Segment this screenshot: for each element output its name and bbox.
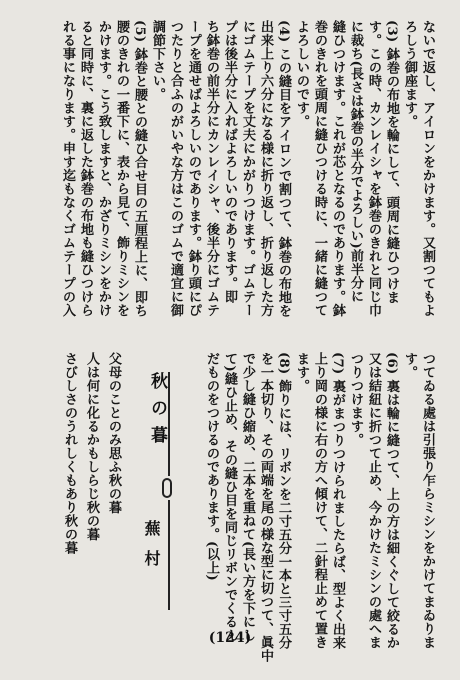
text-column: 又は結紐に折つて止め、今かけたミシンの處へま [366, 352, 381, 649]
text-column: 上り岡の様に右の方へ傾けて、二針程止めて置き [312, 352, 327, 649]
text-column: 腰のきれの一番下に、表から見て、飾りミシンを [114, 20, 129, 317]
text-column: (3) 鉢巻の布地を輪にして、頭周に縫ひつけま [384, 20, 399, 304]
text-column: 縫ひつけます。これが芯となるのであります。鉢 [330, 20, 345, 317]
poem-title: 秋の暮 [147, 372, 167, 453]
text-column: す。この時、カンレイシャを鉢巻のきれと同じ巾 [366, 20, 381, 317]
text-column: だものをつけるのであります。(以上) [204, 352, 219, 582]
text-column: ち鉢巻の前半分にカンレイシャ、後半分にゴムテ [204, 20, 219, 317]
poem-verse: 人は何に化るかもしらじ秋の暮 [84, 352, 99, 541]
text-column: つてゐる處は引張り乍らミシンをかけてまゐりま [420, 352, 435, 649]
text-column: (5) 鉢巻と腰との縫ひ合せ目の五厘程上に、即ち [132, 20, 147, 318]
text-column: す。 [402, 352, 417, 379]
text-column: で少し縫ひ縮め、二本を重ねて(長い方を下にし [240, 352, 255, 643]
poem-rule-bottom [168, 500, 170, 610]
text-column: (8) 飾りには、リボンを二寸五分一本と三寸五分 [276, 352, 291, 650]
text-column: (6) 裏は輪に縫つて、上の方は細くぐして絞るか [384, 352, 399, 650]
text-column: かけます。こう致しますと、かざりミシンをかけ [96, 20, 111, 317]
text-column: ろしう御座ます。 [402, 20, 417, 128]
page-number: (124) [208, 630, 252, 646]
text-column: 調節下さい。 [150, 20, 165, 101]
text-column: (4) この縫目をアイロンで割つて、鉢巻の布地を [276, 20, 291, 318]
text-column: つたりと合ふのがいやな方はこのゴムで適宜に御 [168, 20, 183, 317]
text-column: ます。 [294, 352, 309, 393]
text-column: にゴムテープを丈夫にかがりつけます。ゴムテー [240, 20, 255, 317]
text-column: ると同時に、裏に返した鉢巻の布地も縫ひつけら [78, 20, 93, 317]
text-column: ープを通せばよろしいのであります。鉢り頭にぴ [186, 20, 201, 317]
text-column: れる事になります。申す迄もなくゴムテープの入 [60, 20, 75, 317]
poem-rule-top [168, 372, 170, 476]
text-column: を一本切り、その両端を尾の様な型に切つて、眞中 [258, 352, 273, 663]
poem-ornament [162, 478, 172, 498]
text-column: ないで返し、アイロンをかけます。又割つてもよ [420, 20, 435, 317]
text-column: つりつけます。 [348, 352, 363, 447]
text-column: て)縫ひ止め、その縫ひ目を同じリボンでくるん [222, 352, 237, 643]
poem-author: 蕪村 [142, 520, 161, 580]
poem-verse: さびしさのうれしくもあり秋の暮 [62, 352, 77, 555]
text-column: よろしいのです。 [294, 20, 309, 128]
text-column: 出来上り六分になる様に折り返し、折り返した方 [258, 20, 273, 317]
text-column: 巻のきれを頭周に縫ひつける時に、一緒に縫つて [312, 20, 327, 317]
poem-verse: 父母のことのみ思ふ秋の暮 [106, 352, 121, 514]
text-column: に裁ち(長さは鉢巻の半分でよろしい)前半分に [348, 20, 363, 304]
text-column: (7) 裏がまつりつけられましたらば、型よく出来 [330, 352, 345, 650]
text-column: プは後半分に入ればよろしいのであります。即 [222, 20, 237, 304]
